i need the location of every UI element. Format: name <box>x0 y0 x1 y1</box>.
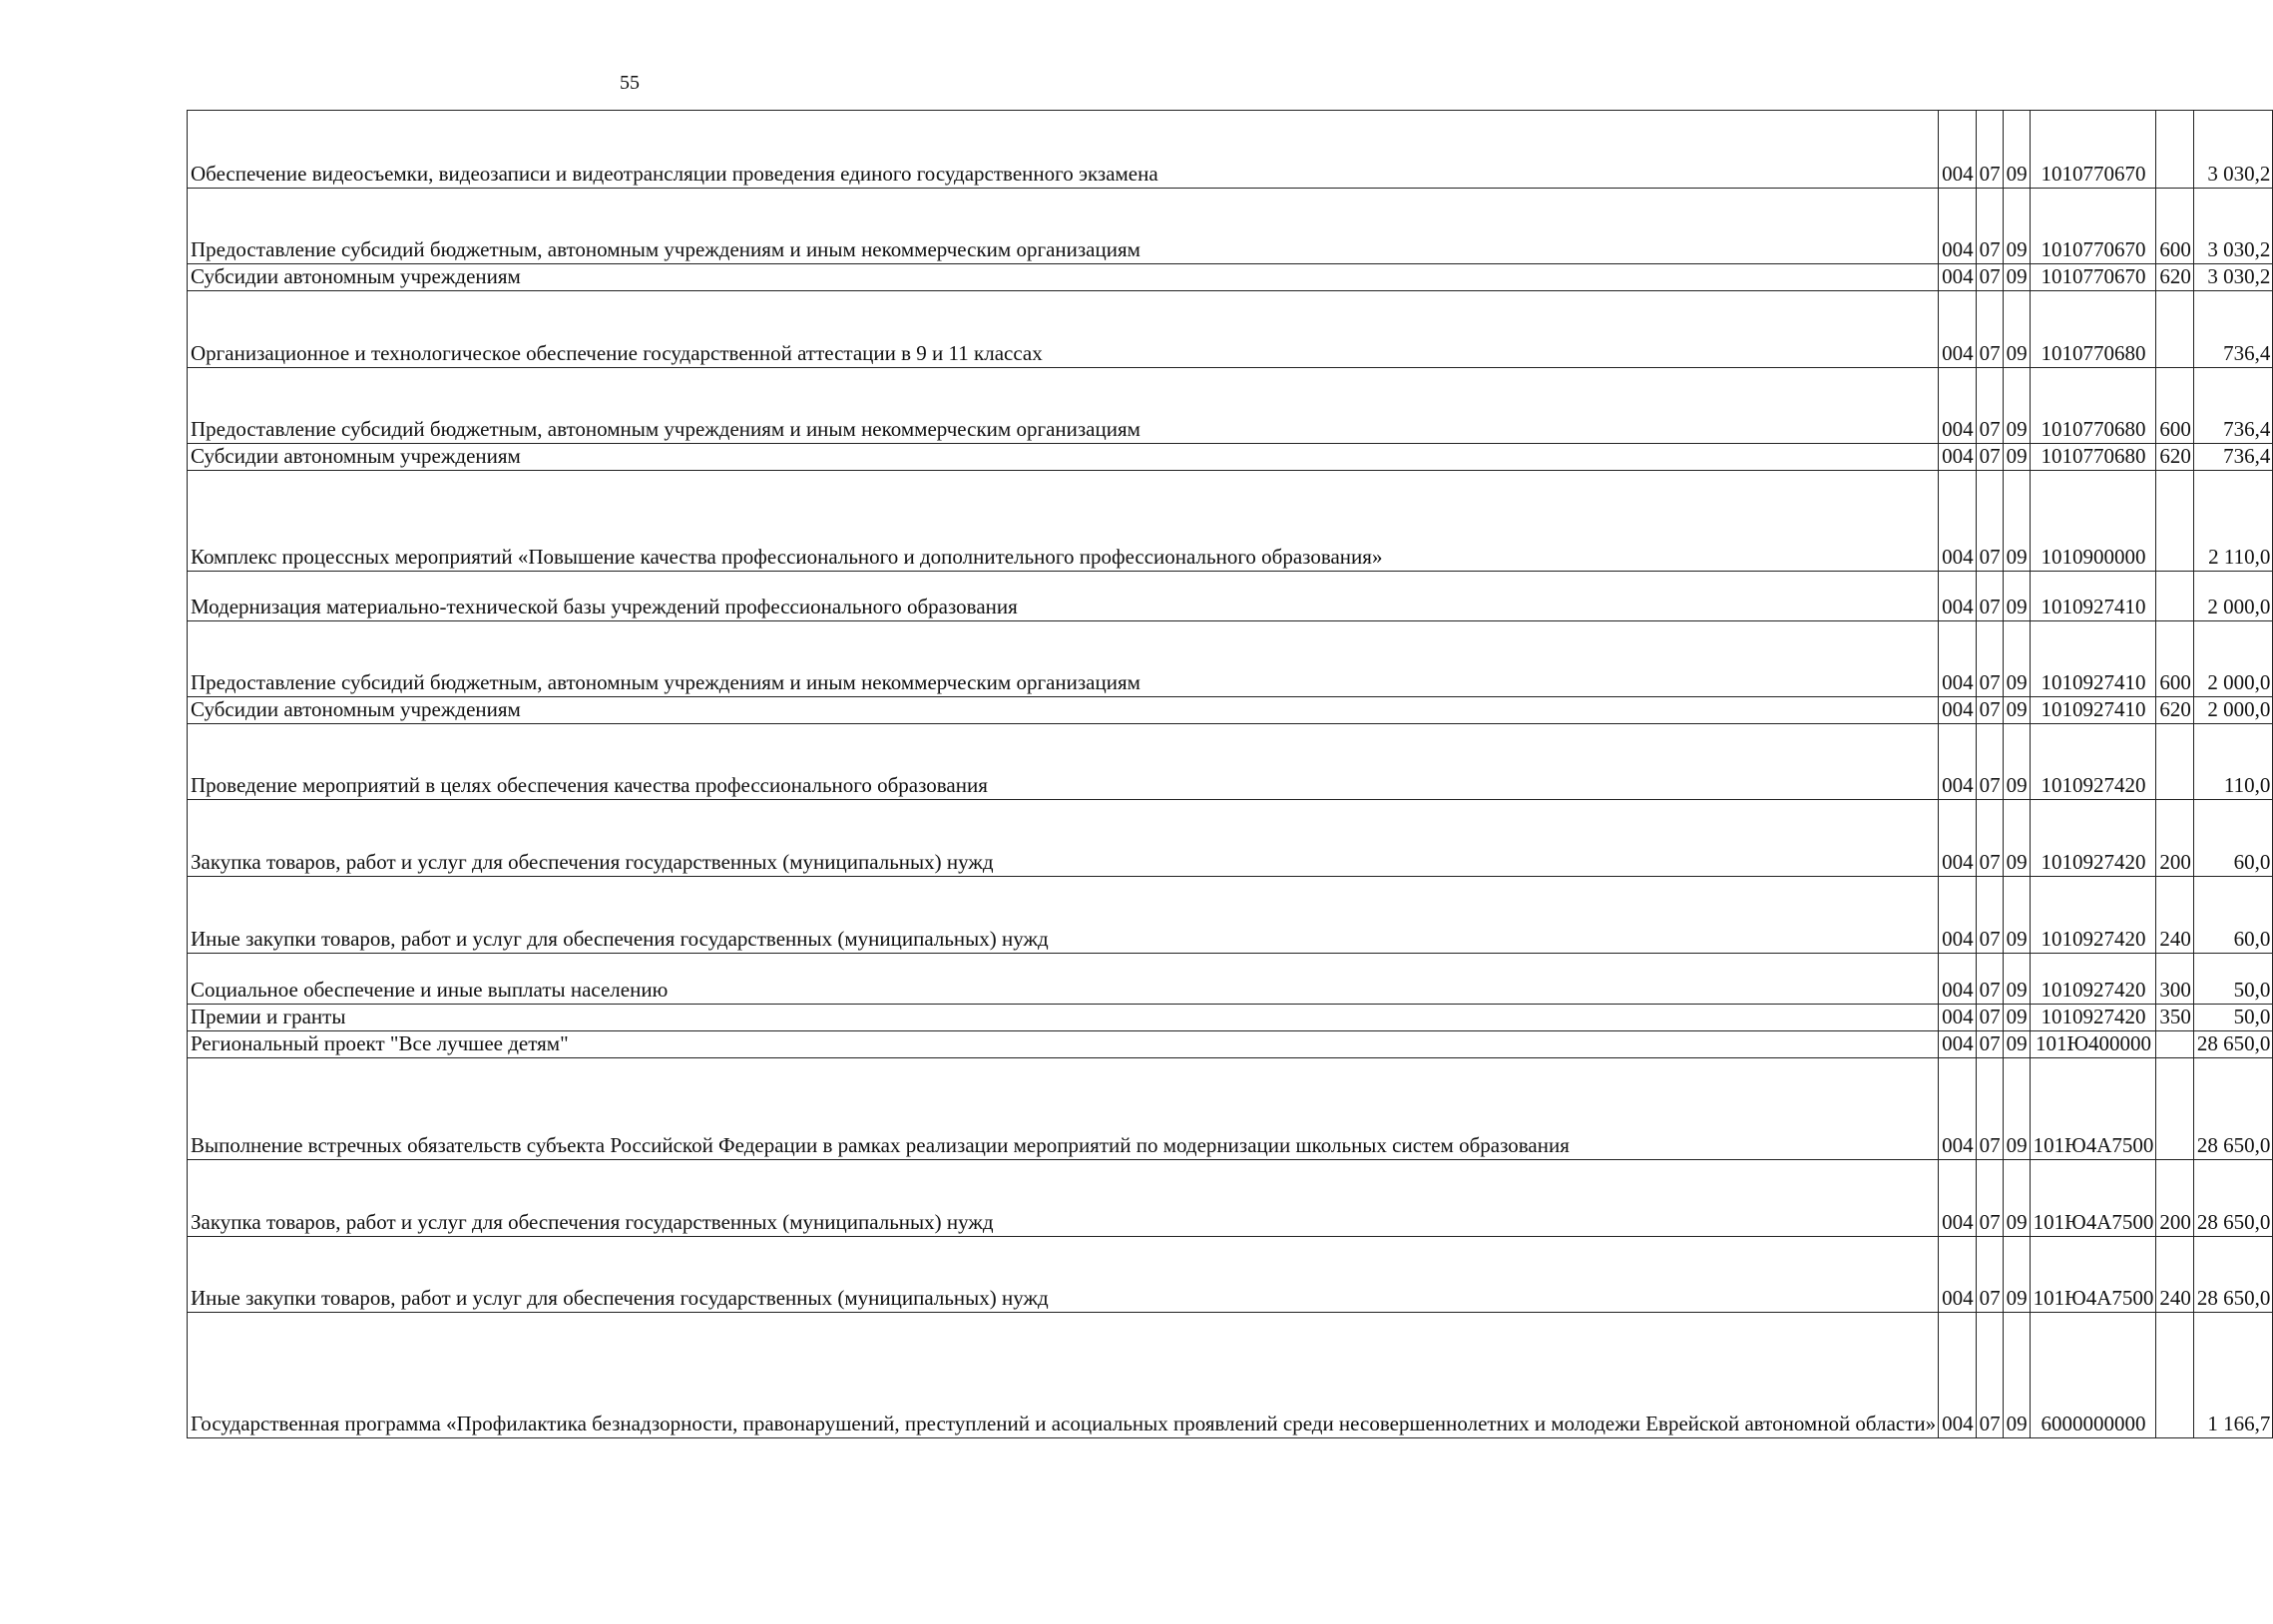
ministry-code-cell: 004 <box>1939 724 1977 800</box>
expense-type-cell: 600 <box>2156 189 2194 264</box>
table-row <box>188 572 2273 621</box>
target-article-cell: 6000000000 <box>2030 1313 2156 1438</box>
section-code-cell: 07 <box>1976 1160 2003 1237</box>
ministry-code-cell: 004 <box>1939 877 1977 954</box>
section-code-cell: 07 <box>1976 111 2003 189</box>
row-name-cell: Модернизация материально-технической базы учреждений профессионального образования <box>188 572 1939 621</box>
expense-type-cell <box>2156 1313 2194 1438</box>
expense-type-cell: 200 <box>2156 800 2194 877</box>
expense-type-cell: 600 <box>2156 621 2194 697</box>
row-name-cell: Организационное и технологическое обеспечение государственной аттестации в 9 и 11 классах <box>188 291 1939 368</box>
table-row <box>188 800 2273 877</box>
amount-cell: 1 166,7 <box>2193 1313 2273 1438</box>
expense-type-cell <box>2156 724 2194 800</box>
section-code-cell: 07 <box>1976 368 2003 444</box>
amount-cell: 50,0 <box>2193 1005 2273 1031</box>
target-article-cell: 1010927420 <box>2030 724 2156 800</box>
row-name-cell: Субсидии автономным учреждениям <box>188 697 1939 724</box>
expense-type-cell <box>2156 572 2194 621</box>
table-row <box>188 1031 2273 1058</box>
subsection-code-cell: 09 <box>2003 189 2030 264</box>
section-code-cell: 07 <box>1976 444 2003 471</box>
row-name-cell: Комплекс процессных мероприятий «Повышение качества профессионального и дополнительного профессионального образования» <box>188 471 1939 572</box>
subsection-code-cell: 09 <box>2003 1058 2030 1160</box>
target-article-cell: 1010927420 <box>2030 954 2156 1005</box>
row-name-cell: Государственная программа «Профилактика безнадзорности, правонарушений, преступлений и асоциальных проявлений среди несовершеннолетних и молодежи Еврейской автономной области» <box>188 1313 1939 1438</box>
table-row <box>188 1058 2273 1160</box>
amount-cell: 2 000,0 <box>2193 697 2273 724</box>
row-name-cell: Иные закупки товаров, работ и услуг для обеспечения государственных (муниципальных) нужд <box>188 1237 1939 1313</box>
target-article-cell: 1010927420 <box>2030 877 2156 954</box>
section-code-cell: 07 <box>1976 954 2003 1005</box>
ministry-code-cell: 004 <box>1939 800 1977 877</box>
subsection-code-cell: 09 <box>2003 111 2030 189</box>
expense-type-cell <box>2156 471 2194 572</box>
ministry-code-cell: 004 <box>1939 1160 1977 1237</box>
subsection-code-cell: 09 <box>2003 572 2030 621</box>
table-row <box>188 368 2273 444</box>
section-code-cell: 07 <box>1976 697 2003 724</box>
subsection-code-cell: 09 <box>2003 368 2030 444</box>
budget-table <box>187 110 2273 1438</box>
subsection-code-cell: 09 <box>2003 264 2030 291</box>
subsection-code-cell: 09 <box>2003 697 2030 724</box>
subsection-code-cell: 09 <box>2003 1031 2030 1058</box>
ministry-code-cell: 004 <box>1939 1005 1977 1031</box>
subsection-code-cell: 09 <box>2003 1005 2030 1031</box>
row-name-cell: Иные закупки товаров, работ и услуг для обеспечения государственных (муниципальных) нужд <box>188 877 1939 954</box>
target-article-cell: 1010770680 <box>2030 444 2156 471</box>
target-article-cell: 101Ю4А7500 <box>2030 1160 2156 1237</box>
table-row <box>188 954 2273 1005</box>
row-name-cell: Предоставление субсидий бюджетным, автономным учреждениям и иным некоммерческим организациям <box>188 189 1939 264</box>
row-name-cell: Закупка товаров, работ и услуг для обеспечения государственных (муниципальных) нужд <box>188 1160 1939 1237</box>
row-name-cell: Предоставление субсидий бюджетным, автономным учреждениям и иным некоммерческим организациям <box>188 368 1939 444</box>
section-code-cell: 07 <box>1976 800 2003 877</box>
section-code-cell: 07 <box>1976 291 2003 368</box>
target-article-cell: 101Ю4А7500 <box>2030 1237 2156 1313</box>
expense-type-cell <box>2156 291 2194 368</box>
target-article-cell: 1010900000 <box>2030 471 2156 572</box>
ministry-code-cell: 004 <box>1939 471 1977 572</box>
subsection-code-cell: 09 <box>2003 800 2030 877</box>
ministry-code-cell: 004 <box>1939 264 1977 291</box>
target-article-cell: 101Ю4А7500 <box>2030 1058 2156 1160</box>
amount-cell: 3 030,2 <box>2193 111 2273 189</box>
table-row <box>188 877 2273 954</box>
ministry-code-cell: 004 <box>1939 1058 1977 1160</box>
row-name-cell: Субсидии автономным учреждениям <box>188 264 1939 291</box>
table-row <box>188 1237 2273 1313</box>
row-name-cell: Предоставление субсидий бюджетным, автономным учреждениям и иным некоммерческим организациям <box>188 621 1939 697</box>
table-row <box>188 189 2273 264</box>
expense-type-cell <box>2156 1031 2194 1058</box>
expense-type-cell: 620 <box>2156 264 2194 291</box>
expense-type-cell: 620 <box>2156 444 2194 471</box>
subsection-code-cell: 09 <box>2003 444 2030 471</box>
table-row <box>188 444 2273 471</box>
expense-type-cell <box>2156 1058 2194 1160</box>
ministry-code-cell: 004 <box>1939 189 1977 264</box>
amount-cell: 2 000,0 <box>2193 621 2273 697</box>
expense-type-cell: 620 <box>2156 697 2194 724</box>
target-article-cell: 1010927410 <box>2030 697 2156 724</box>
expense-type-cell: 300 <box>2156 954 2194 1005</box>
target-article-cell: 101Ю400000 <box>2030 1031 2156 1058</box>
target-article-cell: 1010927420 <box>2030 1005 2156 1031</box>
subsection-code-cell: 09 <box>2003 291 2030 368</box>
subsection-code-cell: 09 <box>2003 621 2030 697</box>
table-row <box>188 1313 2273 1438</box>
amount-cell: 2 000,0 <box>2193 572 2273 621</box>
table-row <box>188 291 2273 368</box>
amount-cell: 28 650,0 <box>2193 1031 2273 1058</box>
subsection-code-cell: 09 <box>2003 1160 2030 1237</box>
target-article-cell: 1010927410 <box>2030 572 2156 621</box>
amount-cell: 50,0 <box>2193 954 2273 1005</box>
row-name-cell: Обеспечение видеосъемки, видеозаписи и видеотрансляции проведения единого государственного экзамена <box>188 111 1939 189</box>
subsection-code-cell: 09 <box>2003 724 2030 800</box>
amount-cell: 736,4 <box>2193 368 2273 444</box>
expense-type-cell: 240 <box>2156 877 2194 954</box>
expense-type-cell: 350 <box>2156 1005 2194 1031</box>
table-row <box>188 264 2273 291</box>
section-code-cell: 07 <box>1976 471 2003 572</box>
page-number: 55 <box>620 72 640 94</box>
subsection-code-cell: 09 <box>2003 877 2030 954</box>
ministry-code-cell: 004 <box>1939 621 1977 697</box>
row-name-cell: Закупка товаров, работ и услуг для обеспечения государственных (муниципальных) нужд <box>188 800 1939 877</box>
section-code-cell: 07 <box>1976 1237 2003 1313</box>
section-code-cell: 07 <box>1976 724 2003 800</box>
ministry-code-cell: 004 <box>1939 1031 1977 1058</box>
amount-cell: 60,0 <box>2193 800 2273 877</box>
target-article-cell: 1010927410 <box>2030 621 2156 697</box>
section-code-cell: 07 <box>1976 1313 2003 1438</box>
table-row <box>188 621 2273 697</box>
ministry-code-cell: 004 <box>1939 111 1977 189</box>
expense-type-cell: 240 <box>2156 1237 2194 1313</box>
ministry-code-cell: 004 <box>1939 291 1977 368</box>
target-article-cell: 1010770670 <box>2030 111 2156 189</box>
row-name-cell: Субсидии автономным учреждениям <box>188 444 1939 471</box>
section-code-cell: 07 <box>1976 1031 2003 1058</box>
budget-table-body <box>188 111 2273 1438</box>
amount-cell: 3 030,2 <box>2193 189 2273 264</box>
amount-cell: 28 650,0 <box>2193 1237 2273 1313</box>
section-code-cell: 07 <box>1976 572 2003 621</box>
amount-cell: 60,0 <box>2193 877 2273 954</box>
target-article-cell: 1010770670 <box>2030 189 2156 264</box>
section-code-cell: 07 <box>1976 1058 2003 1160</box>
section-code-cell: 07 <box>1976 621 2003 697</box>
table-row <box>188 1005 2273 1031</box>
table-row <box>188 1160 2273 1237</box>
row-name-cell: Социальное обеспечение и иные выплаты населению <box>188 954 1939 1005</box>
ministry-code-cell: 004 <box>1939 954 1977 1005</box>
expense-type-cell: 200 <box>2156 1160 2194 1237</box>
amount-cell: 110,0 <box>2193 724 2273 800</box>
expense-type-cell: 600 <box>2156 368 2194 444</box>
target-article-cell: 1010770680 <box>2030 368 2156 444</box>
ministry-code-cell: 004 <box>1939 368 1977 444</box>
subsection-code-cell: 09 <box>2003 1313 2030 1438</box>
table-row <box>188 471 2273 572</box>
subsection-code-cell: 09 <box>2003 471 2030 572</box>
amount-cell: 28 650,0 <box>2193 1160 2273 1237</box>
row-name-cell: Проведение мероприятий в целях обеспечения качества профессионального образования <box>188 724 1939 800</box>
amount-cell: 736,4 <box>2193 291 2273 368</box>
ministry-code-cell: 004 <box>1939 572 1977 621</box>
row-name-cell: Региональный проект "Все лучшее детям" <box>188 1031 1939 1058</box>
row-name-cell: Выполнение встречных обязательств субъекта Российской Федерации в рамках реализации мероприятий по модернизации школьных систем образования <box>188 1058 1939 1160</box>
target-article-cell: 1010770670 <box>2030 264 2156 291</box>
section-code-cell: 07 <box>1976 1005 2003 1031</box>
amount-cell: 3 030,2 <box>2193 264 2273 291</box>
section-code-cell: 07 <box>1976 264 2003 291</box>
amount-cell: 736,4 <box>2193 444 2273 471</box>
amount-cell: 28 650,0 <box>2193 1058 2273 1160</box>
subsection-code-cell: 09 <box>2003 1237 2030 1313</box>
table-row <box>188 111 2273 189</box>
target-article-cell: 1010927420 <box>2030 800 2156 877</box>
subsection-code-cell: 09 <box>2003 954 2030 1005</box>
ministry-code-cell: 004 <box>1939 697 1977 724</box>
amount-cell: 2 110,0 <box>2193 471 2273 572</box>
target-article-cell: 1010770680 <box>2030 291 2156 368</box>
table-row <box>188 724 2273 800</box>
ministry-code-cell: 004 <box>1939 1237 1977 1313</box>
section-code-cell: 07 <box>1976 189 2003 264</box>
ministry-code-cell: 004 <box>1939 1313 1977 1438</box>
table-row <box>188 697 2273 724</box>
row-name-cell: Премии и гранты <box>188 1005 1939 1031</box>
ministry-code-cell: 004 <box>1939 444 1977 471</box>
section-code-cell: 07 <box>1976 877 2003 954</box>
expense-type-cell <box>2156 111 2194 189</box>
